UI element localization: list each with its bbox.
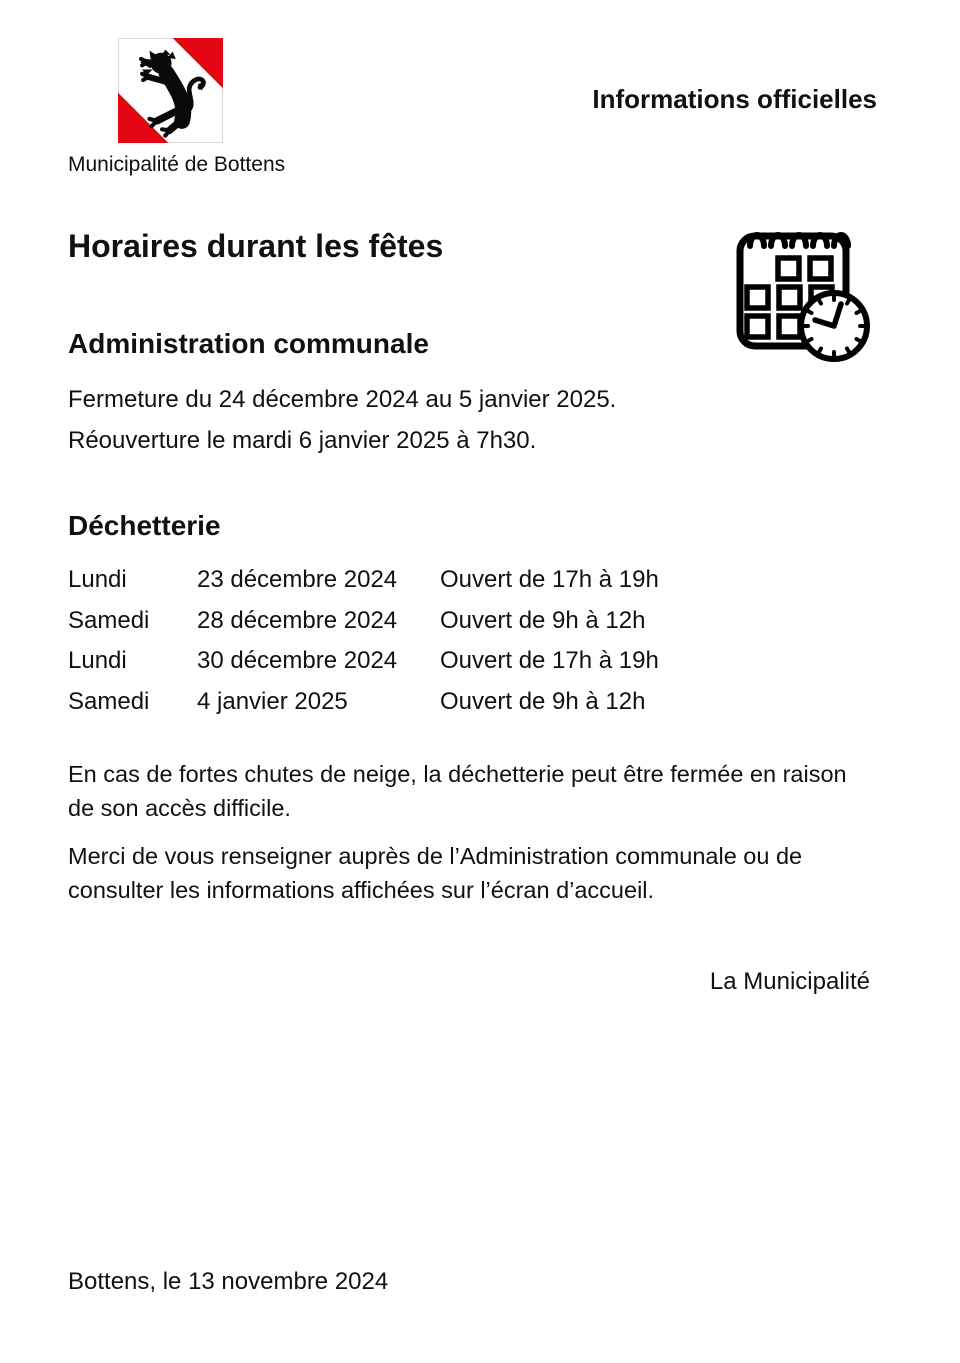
section-heading-dechetterie: Déchetterie (68, 510, 221, 541)
org-name: Municipalité de Bottens (68, 153, 286, 176)
schedule-day: Lundi (68, 566, 127, 594)
schedule-date: 30 décembre 2024 (197, 647, 398, 675)
schedule-hours: Ouvert de 9h à 12h (440, 687, 646, 715)
schedule-date: 23 décembre 2024 (197, 566, 398, 594)
schedule-hours: Ouvert de 9h à 12h (440, 606, 646, 634)
schedule-day: Samedi (68, 687, 150, 715)
schedule-hours: Ouvert de 17h à 19h (440, 647, 659, 675)
coat-of-arms-icon (118, 38, 223, 143)
administration-line-closure: Fermeture du 24 décembre 2024 au 5 janvier 2025. (68, 386, 617, 413)
clock-face (801, 293, 867, 359)
schedule-hours: Ouvert de 17h à 19h (440, 566, 659, 594)
schedule-date: 28 décembre 2024 (197, 606, 398, 634)
administration-text (68, 379, 616, 461)
schedule-day: Samedi (68, 606, 150, 634)
note-snow-closure: En cas de fortes chutes de neige, la déchetterie peut être fermée en raison de son accès difficile. (68, 761, 847, 821)
schedule-row (68, 682, 659, 723)
note-information: Merci de vous renseigner auprès de l’Administration communale ou de consulter les informations affichées sur l’écran d’accueil. (68, 843, 803, 903)
page-title: Horaires durant les fêtes (68, 228, 444, 264)
administration-line-reopening: Réouverture le mardi 6 janvier 2025 à 7h30. (68, 427, 537, 454)
calendar-clock-icon (733, 220, 873, 370)
schedule-row (68, 641, 659, 682)
dechetterie-schedule-table (68, 560, 659, 722)
section-heading-administration: Administration communale (68, 328, 429, 359)
schedule-row (68, 601, 659, 642)
footer-date: Bottens, le 13 novembre 2024 (68, 1268, 389, 1295)
signature: La Municipalité (709, 968, 870, 995)
schedule-date: 4 janvier 2025 (197, 687, 348, 715)
bottens-coat-of-arms (118, 38, 223, 143)
schedule-row (68, 560, 659, 601)
doc-type-label: Informations officielles (592, 84, 877, 114)
schedule-day: Lundi (68, 647, 127, 675)
